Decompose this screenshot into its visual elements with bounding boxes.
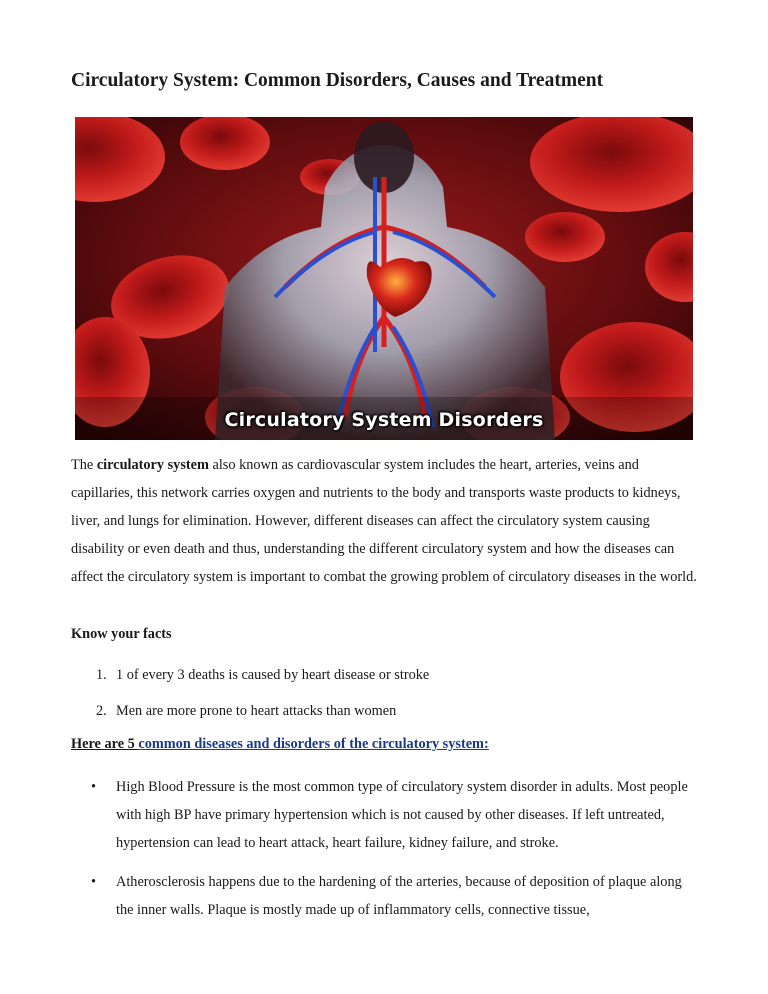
intro-paragraph <box>71 451 701 591</box>
list-item-text: High Blood Pressure is the most common type of circulatory system disorder in adults. Most people with high BP have primary hypertension which is not caused by other diseases. If left untreated, hypertension can lead to heart attack, heart failure, kidney failure, and stroke. <box>116 779 688 851</box>
list-item <box>71 773 691 857</box>
circulatory-illustration-icon <box>75 117 693 440</box>
hero-image <box>75 117 693 440</box>
intro-bold-term: circulatory system <box>96 457 209 473</box>
list-item <box>71 868 691 924</box>
page-title: Circulatory System: Common Disorders, Causes and Treatment <box>71 70 604 91</box>
diseases-heading <box>71 736 489 753</box>
list-item-text: 1 of every 3 deaths is caused by heart disease or stroke <box>116 667 430 683</box>
list-item-text: Men are more prone to heart attacks than women <box>116 703 397 719</box>
list-item <box>71 661 691 697</box>
facts-list <box>71 661 691 733</box>
list-number: 2. <box>96 703 107 719</box>
intro-after: also known as cardiovascular system includes the heart, arteries, veins and capillaries, this network carries oxygen and nutrients to the body and transports waste products to kidneys, liver, and lungs for elimination. However, different diseases can affect the circulatory system causing disability or even death and thus, understanding the different circulatory system and how the diseases can affect the circulatory system is important to combat the growing problem of circulatory diseases in the world. <box>71 457 697 585</box>
bullet-icon: • <box>91 874 97 890</box>
list-item-text: Atherosclerosis happens due to the hardening of the arteries, because of deposition of plaque along the inner walls. Plaque is mostly made up of inflammatory cells, connective tissue, <box>116 874 682 918</box>
intro-before: The <box>71 457 97 473</box>
diseases-link[interactable]: common diseases and disorders of the circulatory system: <box>138 736 489 752</box>
diseases-heading-prefix: Here are 5 <box>71 736 139 752</box>
facts-heading: Know your facts <box>71 626 172 642</box>
diseases-list <box>71 773 691 935</box>
list-number: 1. <box>96 667 107 683</box>
list-item <box>71 697 691 733</box>
bullet-icon: • <box>91 779 97 795</box>
hero-caption: Circulatory System Disorders <box>224 409 544 431</box>
